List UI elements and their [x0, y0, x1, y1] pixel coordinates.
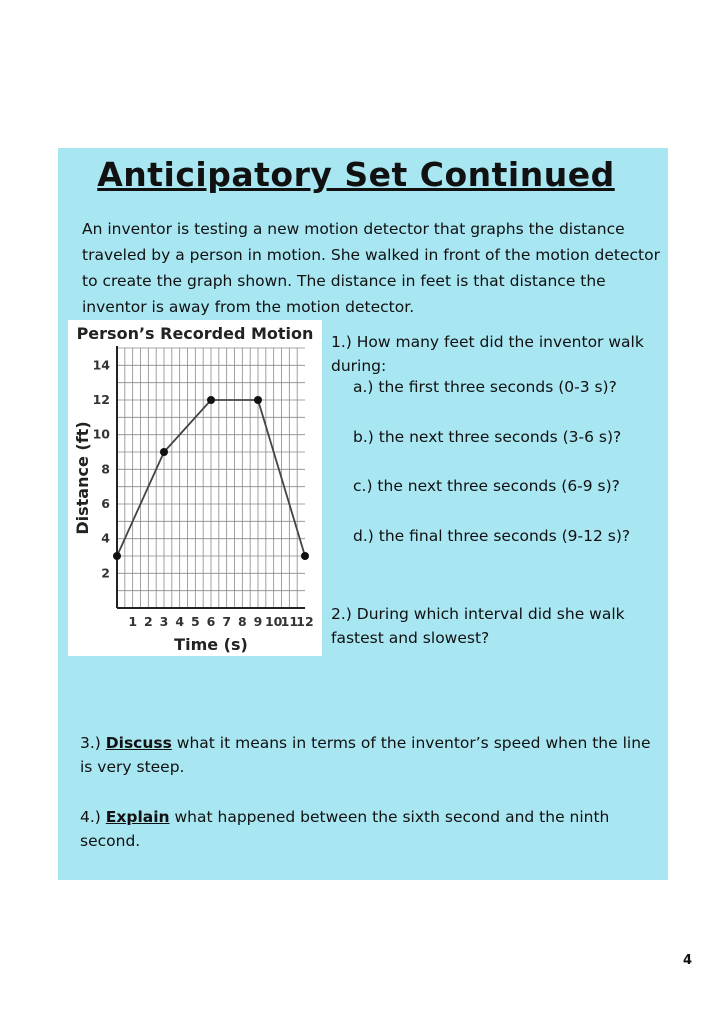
y-tick-label: 8: [101, 461, 110, 477]
question-4-keyword: Explain: [105, 808, 170, 826]
question-2: 2.) During which interval did she walk fastest and slowest?: [331, 605, 625, 647]
x-tick-label: 5: [190, 614, 200, 629]
x-tick-label: 12: [296, 614, 314, 629]
question-1c: c.) the next three seconds (6-9 s)?: [353, 477, 620, 495]
x-tick-label: 4: [175, 614, 185, 629]
data-point: [113, 552, 121, 560]
data-point: [207, 396, 215, 404]
data-point: [254, 396, 262, 404]
question-1a: a.) the first three seconds (0-3 s)?: [353, 378, 617, 396]
intro-paragraph: An inventor is testing a new motion detector that graphs the distance traveled by a person in motion. She walked in front of the motion detector to create the graph shown. The distance in feet is that distance the inventor is away from the motion detector.: [82, 220, 660, 316]
question-1d: d.) the final three seconds (9-12 s)?: [353, 527, 631, 545]
question-3-keyword: Discuss: [105, 734, 172, 752]
question-4: [80, 805, 660, 853]
x-axis-label: Time (s): [174, 635, 248, 654]
y-tick-label: 6: [101, 496, 110, 511]
y-tick-label: 2: [101, 565, 110, 581]
question-3-prefix: 3.): [80, 734, 106, 752]
motion-chart: [68, 320, 322, 656]
chart-svg: [68, 320, 322, 656]
y-tick-label: 14: [92, 357, 110, 373]
question-4-prefix: 4.): [80, 808, 106, 826]
data-point: [301, 552, 309, 560]
data-point: [160, 448, 168, 456]
question-3: [80, 731, 660, 779]
question-1: 1.) How many feet did the inventor walk during:: [331, 333, 644, 375]
x-tick-label: 3: [159, 614, 169, 629]
x-tick-label: 8: [237, 614, 247, 629]
question-3-text: what it means in terms of the inventor’s speed when the line is very steep.: [80, 734, 651, 776]
x-tick-label: 10: [264, 614, 283, 629]
x-tick-label: 7: [222, 614, 232, 629]
y-tick-label: 12: [92, 392, 110, 407]
chart-title: Person’s Recorded Motion: [76, 324, 314, 343]
page-number: 4: [683, 953, 693, 968]
x-tick-label: 2: [143, 614, 153, 629]
y-axis-label: Distance (ft): [73, 421, 92, 535]
page-title: Anticipatory Set Continued: [97, 155, 615, 194]
y-tick-label: 10: [92, 426, 110, 442]
x-tick-label: 1: [128, 614, 138, 629]
question-1b: b.) the next three seconds (3-6 s)?: [353, 428, 622, 446]
x-tick-label: 11: [280, 614, 299, 629]
x-tick-label: 6: [206, 614, 216, 629]
question-4-text: what happened between the sixth second and the ninth second.: [80, 808, 610, 850]
x-tick-label: 9: [253, 614, 263, 629]
y-tick-label: 4: [101, 530, 110, 546]
